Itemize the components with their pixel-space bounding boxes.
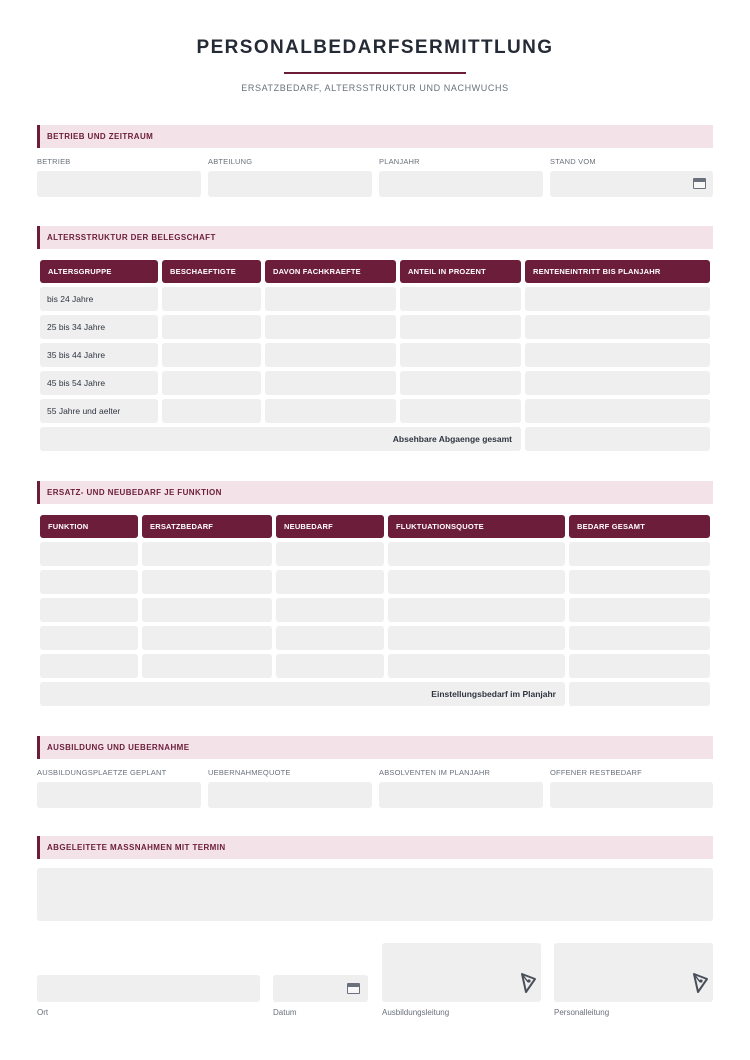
betrieb-label: BETRIEB [37, 157, 71, 166]
table-cell-input[interactable] [162, 287, 261, 311]
row-label-cell [40, 287, 158, 311]
column-header-label: ERSATZBEDARF [150, 522, 214, 531]
planjahr-field[interactable] [379, 171, 543, 197]
massnahmen-textarea[interactable] [37, 868, 713, 921]
section-title: ERSATZ- UND NEUBEDARF JE FUNKTION [47, 488, 222, 497]
page-title: PERSONALBEDARFSERMITTLUNG [196, 37, 554, 58]
table-cell-input[interactable] [265, 315, 396, 339]
table-cell-input[interactable] [162, 315, 261, 339]
table-cell-input[interactable] [40, 598, 138, 622]
column-header [400, 260, 521, 283]
column-header-label: FLUKTUATIONSQUOTE [396, 522, 484, 531]
column-header-label: ANTEIL IN PROZENT [408, 267, 486, 276]
calendar-icon[interactable] [693, 178, 706, 189]
section-title: AUSBILDUNG UND UEBERNAHME [47, 743, 190, 752]
column-header [142, 515, 272, 538]
table-cell-input[interactable] [400, 343, 521, 367]
table-cell-input[interactable] [525, 343, 710, 367]
abteilung-field[interactable] [208, 171, 372, 197]
planjahr-label: PLANJAHR [379, 157, 420, 166]
total-label-cell [40, 427, 521, 451]
title-underline [284, 72, 466, 74]
table-cell-input[interactable] [265, 287, 396, 311]
table-cell-input[interactable] [400, 399, 521, 423]
row-label: 55 Jahre und aelter [47, 406, 121, 416]
table-cell-input[interactable] [276, 654, 384, 678]
total-label: Einstellungsbedarf im Planjahr [431, 689, 556, 699]
absolventen-label: ABSOLVENTEN IM PLANJAHR [379, 768, 491, 777]
table-cell-input[interactable] [525, 287, 710, 311]
table-cell-input[interactable] [142, 598, 272, 622]
row-label: 35 bis 44 Jahre [47, 350, 106, 360]
column-header [40, 515, 138, 538]
table-cell-input[interactable] [276, 598, 384, 622]
table-cell-input[interactable] [276, 626, 384, 650]
table-cell-input[interactable] [265, 343, 396, 367]
stand-vom-field[interactable] [550, 171, 713, 197]
table-cell-input[interactable] [162, 343, 261, 367]
table-cell-input[interactable] [276, 542, 384, 566]
table-cell-input[interactable] [40, 542, 138, 566]
column-header-label: NEUBEDARF [284, 522, 333, 531]
table-cell-input[interactable] [40, 626, 138, 650]
table-cell-input[interactable] [162, 399, 261, 423]
table-cell-input[interactable] [569, 598, 710, 622]
table-cell-input[interactable] [525, 371, 710, 395]
stand-vom-label: STAND VOM [550, 157, 596, 166]
table-cell-input[interactable] [388, 626, 565, 650]
table-cell-input[interactable] [40, 654, 138, 678]
column-header-label: DAVON FACHKRAEFTE [273, 267, 361, 276]
absolventen-field[interactable] [379, 782, 543, 808]
table-cell-input[interactable] [569, 570, 710, 594]
column-header [162, 260, 261, 283]
column-header-label: FUNKTION [48, 522, 89, 531]
ausbildungsplaetze-field[interactable] [37, 782, 201, 808]
ort-label: Ort [37, 1008, 49, 1017]
column-header [525, 260, 710, 283]
table-cell-input[interactable] [388, 598, 565, 622]
table-cell-input[interactable] [276, 570, 384, 594]
betrieb-field[interactable] [37, 171, 201, 197]
table-cell-input[interactable] [525, 315, 710, 339]
column-header [40, 260, 158, 283]
ausbildungsplaetze-label: AUSBILDUNGSPLAETZE GEPLANT [37, 768, 167, 777]
section-header-ausbildung [37, 736, 713, 759]
total-label-cell [40, 682, 565, 706]
table-cell-input[interactable] [400, 315, 521, 339]
table-cell-input[interactable] [525, 399, 710, 423]
table-cell-input[interactable] [388, 570, 565, 594]
ausbildungsleitung-signature-field[interactable] [382, 943, 541, 1002]
page-subtitle: ERSATZBEDARF, ALTERSSTRUKTUR UND NACHWUCHS [241, 83, 509, 93]
table-cell-input[interactable] [388, 542, 565, 566]
table-cell-input[interactable] [388, 654, 565, 678]
section-header-ersatzbedarf [37, 481, 713, 504]
uebernahmequote-label: UEBERNAHMEQUOTE [208, 768, 291, 777]
ort-field[interactable] [37, 975, 260, 1002]
column-header-label: BESCHAEFTIGTE [170, 267, 236, 276]
table-cell-input[interactable] [400, 371, 521, 395]
column-header [569, 515, 710, 538]
total-value-input[interactable] [525, 427, 710, 451]
table-cell-input[interactable] [569, 626, 710, 650]
datum-field[interactable] [273, 975, 368, 1002]
calendar-icon[interactable] [347, 983, 360, 994]
personalleitung-signature-field[interactable] [554, 943, 713, 1002]
column-header-label: ALTERSGRUPPE [48, 267, 112, 276]
row-label-cell [40, 343, 158, 367]
row-label: 45 bis 54 Jahre [47, 378, 106, 388]
table-cell-input[interactable] [400, 287, 521, 311]
row-label-cell [40, 371, 158, 395]
abteilung-label: ABTEILUNG [208, 157, 253, 166]
section-header-altersstruktur [37, 226, 713, 249]
table-cell-input[interactable] [569, 542, 710, 566]
section-title: ABGELEITETE MASSNAHMEN MIT TERMIN [47, 843, 226, 852]
table-cell-input[interactable] [142, 626, 272, 650]
table-cell-input[interactable] [265, 399, 396, 423]
personalleitung-label: Personalleitung [554, 1008, 610, 1017]
column-header-label: RENTENEINTRITT BIS PLANJAHR [533, 267, 661, 276]
section-title: ALTERSSTRUKTUR DER BELEGSCHAFT [47, 233, 216, 242]
row-label: bis 24 Jahre [47, 294, 94, 304]
pen-nib-icon [519, 972, 537, 994]
restbedarf-label: OFFENER RESTBEDARF [550, 768, 642, 777]
table-cell-input[interactable] [162, 371, 261, 395]
total-label: Absehbare Abgaenge gesamt [392, 434, 512, 444]
row-label: 25 bis 34 Jahre [47, 322, 106, 332]
pen-nib-icon [691, 972, 709, 994]
row-label-cell [40, 399, 158, 423]
table-cell-input[interactable] [265, 371, 396, 395]
table-cell-input[interactable] [40, 570, 138, 594]
section-header-betrieb [37, 125, 713, 148]
table-cell-input[interactable] [142, 570, 272, 594]
ausbildungsleitung-label: Ausbildungsleitung [382, 1008, 450, 1017]
column-header-label: BEDARF GESAMT [577, 522, 646, 531]
column-header [265, 260, 396, 283]
table-cell-input[interactable] [142, 654, 272, 678]
row-label-cell [40, 315, 158, 339]
restbedarf-field[interactable] [550, 782, 713, 808]
column-header [276, 515, 384, 538]
table-cell-input[interactable] [569, 654, 710, 678]
table-cell-input[interactable] [142, 542, 272, 566]
section-header-massnahmen [37, 836, 713, 859]
column-header [388, 515, 565, 538]
total-value-input[interactable] [569, 682, 710, 706]
section-title: BETRIEB UND ZEITRAUM [47, 132, 154, 141]
datum-label: Datum [273, 1008, 297, 1017]
uebernahmequote-field[interactable] [208, 782, 372, 808]
